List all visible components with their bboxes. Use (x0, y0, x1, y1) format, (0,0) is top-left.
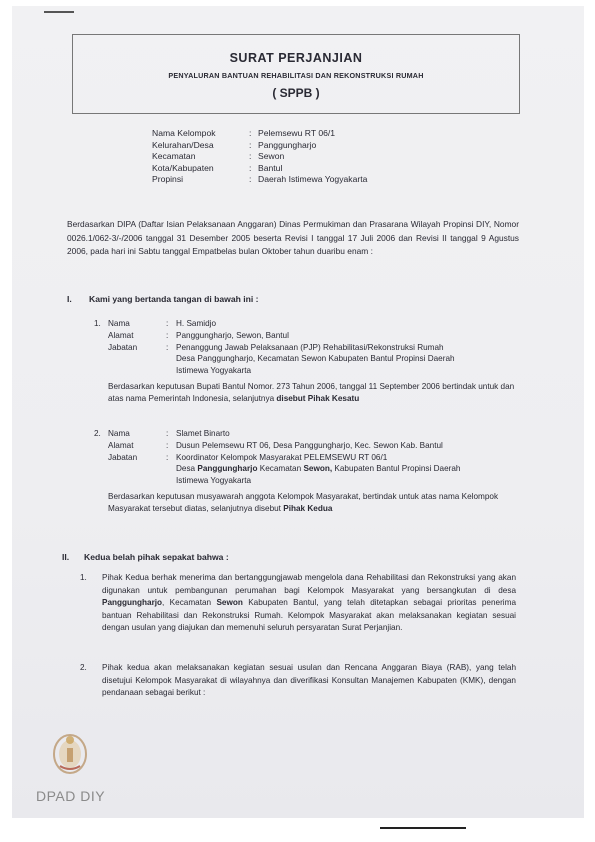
field-label: Nama (108, 319, 130, 328)
document-code: ( SPPB ) (272, 86, 320, 100)
document-subtitle: PENYALURAN BANTUAN REHABILITASI DAN REKONSTRUKSI RUMAH (168, 71, 424, 80)
info-label: Kelurahan/Desa (152, 139, 214, 150)
party-address: Panggungharjo, Sewon, Bantul (176, 330, 289, 340)
group-info (152, 128, 367, 186)
agreement-point (80, 572, 516, 635)
party-designation: disebut Pihak Kesatu (276, 393, 360, 403)
point-text: Pihak kedua akan melaksanakan kegiatan sesuai usulan dan Rencana Anggaran Biaya (RAB), yang telah disetujui Kelompok Masyarakat di wilayahnya dan diverifikasi Konsultan Manajemen Kabupaten (KMK), dengan pendanaan sebagai berikut : (102, 663, 516, 697)
info-label: Kota/Kabupaten (152, 162, 214, 173)
party-position-line: Desa Panggungharjo, Kecamatan Sewon Kabupaten Bantul Propinsi Daerah (176, 354, 455, 364)
bottom-line (380, 827, 466, 829)
party-number: 1. (94, 319, 101, 328)
title-box (72, 34, 520, 114)
party-position-line: Istimewa Yogyakarta (176, 476, 252, 486)
info-row: Propinsi : Daerah Istimewa Yogyakarta (152, 174, 368, 184)
party-name: H. Samidjo (176, 319, 217, 328)
field-label: Alamat (108, 440, 134, 450)
party-basis: Berdasarkan keputusan Bupati Bantul Nomor. 273 Tahun 2006, tanggal 11 September 2006 bertindak untuk dan atas nama Pemerintah Indonesia, selanjutnya disebut Pihak Kesatu (108, 381, 515, 403)
field-label: Nama (108, 429, 130, 438)
party-name: Slamet Binarto (176, 429, 230, 438)
party-position: Penanggung Jawab Pelaksanaan (PJP) Rehabilitasi/Rekonstruksi Rumah (176, 342, 444, 352)
info-row: Kelurahan/Desa : Panggungharjo (152, 139, 317, 150)
party-address: Dusun Pelemsewu RT 06, Desa Panggungharjo, Kec. Sewon Kab. Bantul (176, 440, 443, 450)
party-2: 2. Nama : Slamet Binarto Alamat : Dusun Pelemsewu RT 06, Desa Panggungharjo, Kec. Sewon Kab. Bantul Jabatan : Koordinator Kelompok Masyarakat PELEMSEWU RT 06/1 Desa Panggungharjo Kecamatan Sewon, Kabupaten Bantul Propinsi Daerah Istimewa Yogyakarta Berdasarkan keputusan musyawarah anggota Kelompok Masyarakat, bertindak untuk atas nama Kelompok Masyarakat tersebut diatas, selanjutnya disebut Pihak Kedua (94, 428, 524, 515)
point-text: Pihak Kedua berhak menerima dan bertanggungjawab mengelola dana Rehabilitasi dan Rekonstruksi yang akan digunakan untuk pembangunan perumahan bagi Kelompok Masyarakat yang bersangkutan di desa Panggungharjo, Kecamatan Sewon Kabupaten Bantul, yang telah ditetapkan sebagai prioritas penerima bantuan Rehabilitasi dan Rekonstruksi Rumah. Kelompok Masyarakat akan melaksanakan kegiatan sesuai dengan usulan yang diajukan dan memenuhi seluruh persyaratan Surat Perjanjian. (102, 573, 516, 632)
agreement-point (80, 662, 516, 700)
point-number: 2. (80, 663, 87, 672)
party-1: 1. Nama : H. Samidjo Alamat : Panggungharjo, Sewon, Bantul Jabatan : Penanggung Jawab Pelaksanaan (PJP) Rehabilitasi/Rekonstruksi Rumah Desa Panggungharjo, Kecamatan Sewon Kabupaten Bantul Propinsi Daerah Istimewa Yogyakarta Berdasarkan keputusan Bupati Bantul Nomor. 273 Tahun 2006, tanggal 11 September 2006 bertindak untuk dan atas nama Pemerintah Indonesia, selanjutnya disebut Pihak Kesatu (94, 318, 524, 405)
info-label: Propinsi (152, 174, 184, 184)
section-2-heading (62, 552, 229, 562)
party-designation: Pihak Kedua (283, 503, 333, 513)
party-position-line: Desa Panggungharjo Kecamatan Sewon, Kabupaten Bantul Propinsi Daerah (176, 464, 461, 474)
edge-mark (44, 11, 74, 13)
point-number: 1. (80, 573, 87, 582)
info-value: Bantul (258, 162, 283, 173)
info-row: Kecamatan : Sewon (152, 151, 285, 161)
info-value: Panggungharjo (258, 139, 317, 150)
info-value: Pelemsewu RT 06/1 (258, 128, 336, 138)
dpad-logo-icon (50, 730, 90, 776)
field-label: Jabatan (108, 342, 138, 352)
document-title: SURAT PERJANJIAN (229, 51, 363, 65)
section-number: II. (62, 552, 70, 562)
info-row: Kota/Kabupaten : Bantul (152, 162, 283, 173)
section-title: Kami yang bertanda tangan di bawah ini : (89, 294, 259, 304)
info-value: Sewon (258, 151, 285, 161)
section-title: Kedua belah pihak sepakat bahwa : (84, 552, 229, 562)
party-position: Koordinator Kelompok Masyarakat PELEMSEWU RT 06/1 (176, 452, 388, 462)
field-label: Jabatan (108, 452, 138, 462)
info-label: Kecamatan (152, 151, 196, 161)
section-number: I. (67, 294, 72, 304)
party-number: 2. (94, 429, 101, 438)
info-row: Nama Kelompok : Pelemsewu RT 06/1 (152, 128, 336, 138)
field-label: Alamat (108, 330, 134, 340)
intro-paragraph: Berdasarkan DIPA (Daftar Isian Pelaksanaan Anggaran) Dinas Permukiman dan Prasarana Wilayah Propinsi DIY, Nomor 0026.1/062-3/-/2006 tanggal 31 Desember 2005 beserta Revisi I tanggal 17 Juli 2006 dan Revisi II tanggal 9 Agustus 2006, pada hari ini Sabtu tanggal Empatbelas bulan Oktober tahun duaribu enam : (67, 219, 519, 256)
party-position-line: Istimewa Yogyakarta (176, 366, 252, 376)
section-1-heading (67, 294, 259, 304)
party-basis: Berdasarkan keputusan musyawarah anggota Kelompok Masyarakat, bertindak untuk atas nama Kelompok Masyarakat tersebut diatas, selanjutnya disebut Pihak Kedua (108, 491, 499, 513)
info-value: Daerah Istimewa Yogyakarta (258, 174, 368, 184)
info-label: Nama Kelompok (152, 128, 216, 138)
watermark: DPAD DIY (36, 788, 106, 804)
